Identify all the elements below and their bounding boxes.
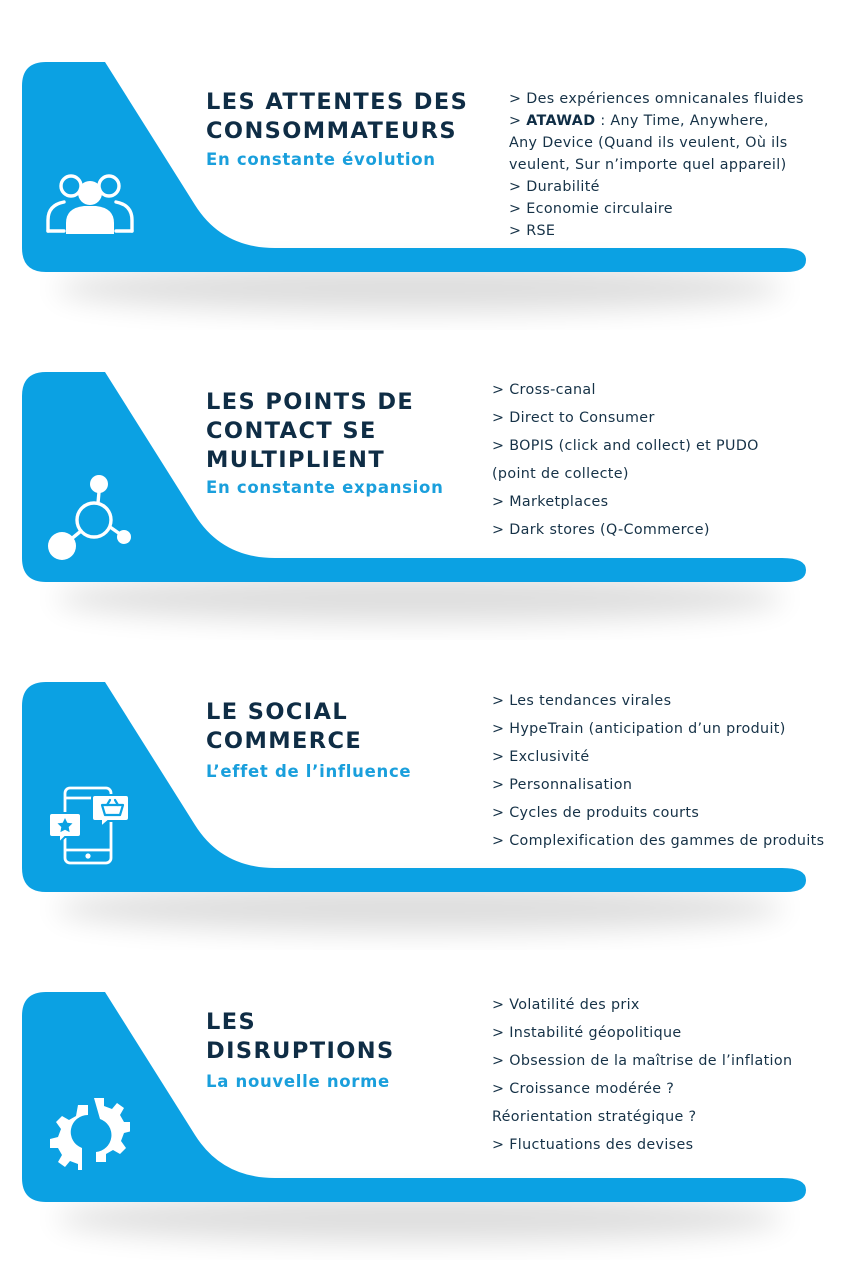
bullet-item-continuation: Réorientation stratégique ? bbox=[492, 1109, 697, 1125]
mobile-social-commerce-icon bbox=[48, 785, 132, 865]
bullet-item: > Personnalisation bbox=[492, 777, 633, 793]
bullet-item-continuation: (point de collecte) bbox=[492, 466, 629, 482]
bullet-item: > Cross-canal bbox=[492, 382, 596, 398]
bullet-item-continuation: veulent, Sur n’importe quel appareil) bbox=[509, 157, 787, 173]
bullet-item: > RSE bbox=[509, 223, 556, 239]
card-subtitle: En constante expansion bbox=[206, 478, 444, 497]
bullet-item: > HypeTrain (anticipation d’un produit) bbox=[492, 721, 786, 737]
card-subtitle: La nouvelle norme bbox=[206, 1072, 390, 1091]
bullet-item: > Fluctuations des devises bbox=[492, 1137, 694, 1153]
card-subtitle: En constante évolution bbox=[206, 150, 436, 169]
bullet-item: > Exclusivité bbox=[492, 749, 590, 765]
card-social-commerce bbox=[0, 620, 862, 930]
bullet-list bbox=[509, 88, 804, 242]
bullet-item: > Marketplaces bbox=[492, 494, 609, 510]
bullet-item: > ATAWAD : Any Time, Anywhere, bbox=[509, 113, 769, 129]
bullet-item: > Des expériences omnicanales fluides bbox=[509, 91, 804, 107]
card-consumer-expectations bbox=[0, 0, 862, 310]
card-disruptions bbox=[0, 930, 862, 1240]
card-title: LES DISRUPTIONS bbox=[206, 1009, 395, 1064]
bullet-item: > Les tendances virales bbox=[492, 693, 672, 709]
bullet-item: > Croissance modérée ? bbox=[492, 1081, 675, 1097]
card-subtitle: L’effet de l’influence bbox=[206, 762, 412, 781]
bullet-item: > Obsession de la maîtrise de l’inflation bbox=[492, 1053, 793, 1069]
bullet-item: > Instabilité géopolitique bbox=[492, 1025, 682, 1041]
atawad-acronym: ATAWAD bbox=[526, 113, 596, 129]
bullet-item-continuation: Any Device (Quand ils veulent, Où ils bbox=[509, 135, 788, 151]
card-title: LES POINTS DE CONTACT SE MULTIPLIENT bbox=[206, 389, 415, 473]
card-title: LE SOCIAL COMMERCE bbox=[206, 699, 363, 754]
bullet-item: > Volatilité des prix bbox=[492, 997, 640, 1013]
bullet-item: > BOPIS (click and collect) et PUDO bbox=[492, 438, 759, 454]
network-nodes-icon bbox=[44, 470, 136, 560]
bullet-item: > Direct to Consumer bbox=[492, 410, 655, 426]
card-title: LES ATTENTES DES CONSOMMATEURS bbox=[206, 89, 469, 144]
users-icon bbox=[44, 170, 136, 236]
bullet-item: > Durabilité bbox=[509, 179, 600, 195]
card-contact-points bbox=[0, 310, 862, 620]
bullet-item: > Economie circulaire bbox=[509, 201, 673, 217]
bullet-item: > Cycles de produits courts bbox=[492, 805, 700, 821]
bullet-list bbox=[492, 687, 824, 855]
bullet-list bbox=[492, 376, 759, 544]
bullet-item: > Dark stores (Q-Commerce) bbox=[492, 522, 710, 538]
bullet-list bbox=[492, 991, 792, 1159]
bullet-item: > Complexification des gammes de produits bbox=[492, 833, 825, 849]
broken-gear-icon bbox=[48, 1093, 130, 1177]
